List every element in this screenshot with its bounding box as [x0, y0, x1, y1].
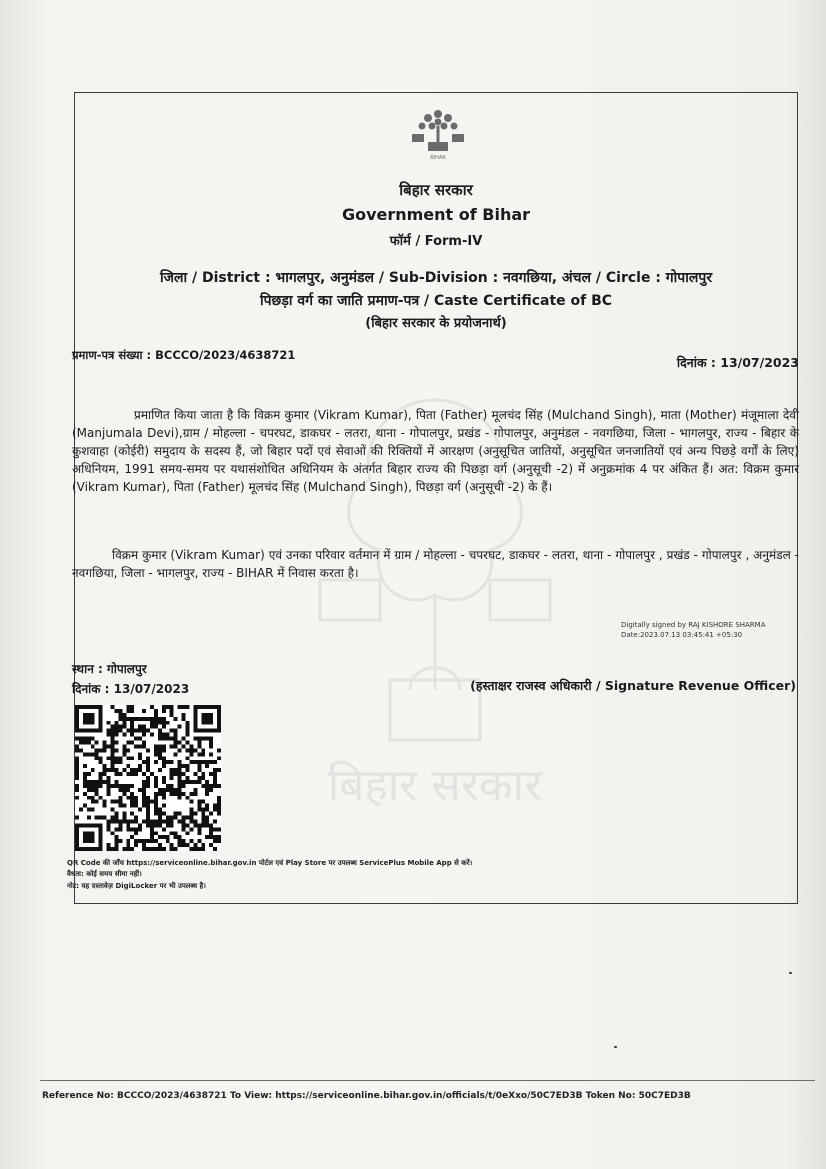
- place: स्थान : गोपालपुर: [72, 662, 147, 676]
- qr-code[interactable]: [74, 705, 222, 851]
- district-line: जिला / District : भागलपुर, अनुमंडल / Sub-Division : नवगछिया, अंचल / Circle : गोपालपुर: [159, 270, 713, 286]
- paper-speck: [614, 1046, 617, 1048]
- digital-signature-line: Digitally signed by RAJ KISHORE SHARMA: [621, 621, 766, 629]
- watermark-text: बिहार सरकार: [327, 760, 543, 811]
- certificate-body-paragraph: प्रमाणित किया जाता है कि विक्रम कुमार (Vikram Kumar), पिता (Father) मूलचंद सिंह (Mulchand Singh), माता (Mother) मंजूमाला देवी (Manjumala Devi),ग्राम / मोहल्ला - चपरघट, डाकघर - लतरा, थाना - गोपालपुर, प्रखंड - गोपालपुर, अनुमंडल - नवगछिया, जिला - भागलपुर, राज्य - बिहार के कुशवाहा (कोईरी) समुदाय के सदस्य हैं, जो बिहार पदों एवं सेवाओं की रिक्तियों में आरक्षण (अनुसूचित जातियों, अनुसूचित जनजातियों एवं अन्य पिछड़े वर्गों के लिए) अधिनियम, 1991 समय-समय पर यथासंशोधित अधिनियम के अंतर्गत बिहार राज्य की पिछड़ा वर्ग (अनुसूची -2) में अनुक्रमांक 4 पर अंकित हैं। अत: विक्रम कुमार (Vikram Kumar), पिता (Father) मूलचंद सिंह (Mulchand Singh), पिछड़ा वर्ग (अनुसूची -2) के हैं।: [72, 408, 799, 494]
- validity-note: वैधता: कोई समय सीमा नहीं।: [67, 870, 142, 878]
- form-number: फॉर्म / Form-IV: [389, 234, 483, 249]
- digital-signature: [621, 620, 766, 640]
- digital-signature-date: Date:2023.07.13 03:45:41 +05:30: [621, 631, 743, 639]
- footer-divider: [40, 1080, 815, 1081]
- digilocker-note: नोट: यह दस्तावेज़ DigiLocker पर भी उपलब्ध है।: [67, 882, 206, 890]
- place-date: दिनांक : 13/07/2023: [72, 682, 190, 696]
- certificate-number: प्रमाण-पत्र संख्या : BCCCO/2023/4638721: [72, 348, 296, 362]
- issue-date: दिनांक : 13/07/2023: [676, 355, 799, 370]
- paper-speck: [789, 972, 792, 974]
- bihar-emblem-icon: [410, 104, 466, 162]
- certificate-type: पिछड़ा वर्ग का जाति प्रमाण-पत्र / Caste Certificate of BC: [259, 293, 613, 309]
- certificate-purpose: (बिहार सरकार के प्रयोजनार्थ): [365, 316, 507, 331]
- signature-label: (हस्ताक्षर राजस्व अधिकारी / Signature Revenue Officer): [470, 678, 796, 693]
- emblem-label: BIHAR: [430, 155, 446, 161]
- government-title: Government of Bihar: [341, 205, 531, 224]
- footer-reference: Reference No: BCCCO/2023/4638721 To View: https://serviceonline.bihar.gov.in/officials/t/0eXxo/50C7ED3B Token No: 50C7ED3B: [42, 1091, 691, 1101]
- government-title-hindi: बिहार सरकार: [399, 181, 473, 199]
- qr-verification-note: QR Code की जाँच https://serviceonline.bihar.gov.in पोर्टल एवं Play Store पर उपलब्ध ServicePlus Mobile App से करें।: [67, 859, 473, 867]
- residence-paragraph: विक्रम कुमार (Vikram Kumar) एवं उनका परिवार वर्तमान में ग्राम / मोहल्ला - चपरघट, डाकघर - लतरा, थाना - गोपालपुर , प्रखंड - गोपालपुर , अनुमंडल - नवगछिया, जिला - भागलपुर, राज्य - BIHAR में निवास करता है।: [72, 548, 799, 580]
